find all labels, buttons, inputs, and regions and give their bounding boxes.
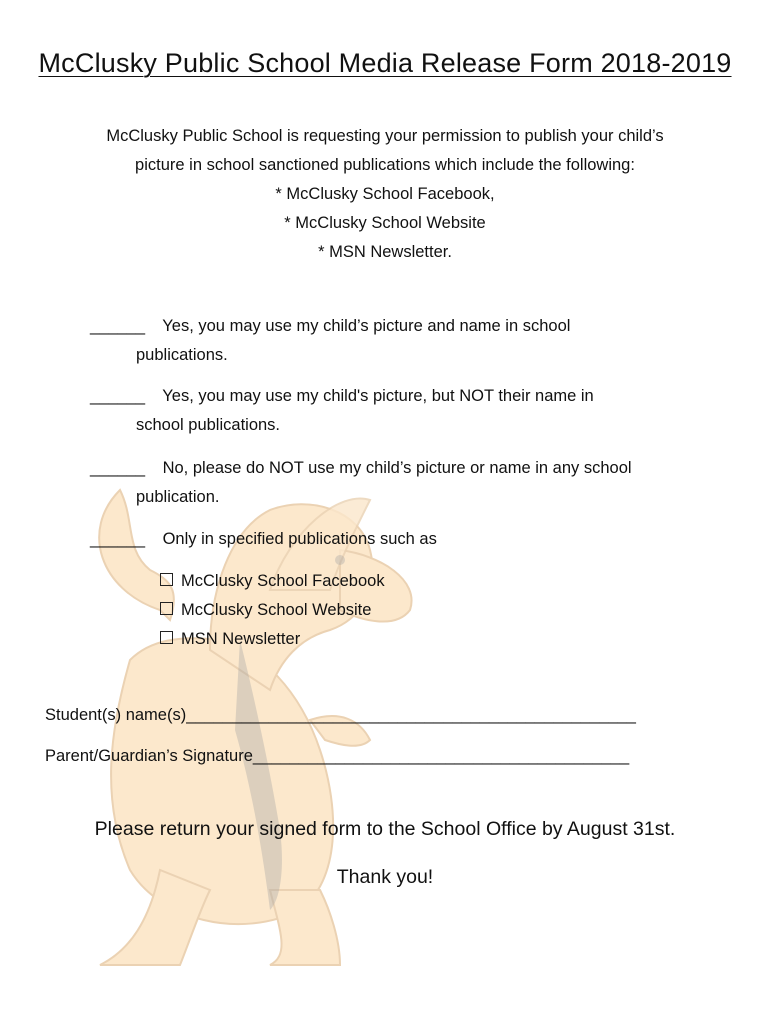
option-blank[interactable]: ______	[90, 530, 146, 548]
checkbox-website[interactable]	[160, 602, 173, 615]
option-text-continued: publication.	[136, 488, 220, 506]
option-text: Yes, you may use my child's picture, but NOT their name in	[162, 387, 594, 405]
publication-checkbox-list	[160, 567, 385, 654]
option-blank[interactable]: ______	[90, 459, 146, 477]
option-name-and-picture	[90, 312, 710, 370]
option-specified-publications	[90, 525, 710, 554]
student-name-line[interactable]: _________________________________________________	[186, 706, 636, 724]
publication-list-item-website: * McClusky School Website	[284, 214, 486, 232]
checkbox-row-newsletter	[160, 625, 385, 654]
publication-list-item-newsletter: * MSN Newsletter.	[318, 243, 452, 261]
parent-signature-field	[45, 744, 629, 768]
parent-signature-label: Parent/Guardian’s Signature	[45, 747, 253, 765]
parent-signature-line[interactable]: _________________________________________	[252, 747, 630, 765]
intro-paragraph	[40, 122, 730, 267]
option-text: No, please do NOT use my child’s picture or name in any school	[162, 459, 632, 477]
option-picture-only	[90, 382, 710, 440]
checkbox-row-website	[160, 596, 385, 625]
checkbox-label: McClusky School Facebook	[181, 572, 385, 590]
option-do-not-use	[90, 454, 710, 512]
option-text-continued: school publications.	[136, 416, 281, 434]
option-text-continued: publications.	[136, 346, 228, 364]
student-name-label: Student(s) name(s)	[45, 706, 187, 724]
option-blank[interactable]: ______	[90, 317, 146, 335]
option-blank[interactable]: ______	[90, 387, 146, 405]
option-text: Only in specified publications such as	[162, 530, 437, 548]
publication-list-item-facebook: * McClusky School Facebook,	[275, 185, 495, 203]
checkbox-row-facebook	[160, 567, 385, 596]
option-text: Yes, you may use my child’s picture and name in school	[162, 317, 571, 335]
checkbox-label: MSN Newsletter	[181, 630, 301, 648]
checkbox-label: McClusky School Website	[181, 601, 372, 619]
return-instructions: Please return your signed form to the School Office by August 31st.	[94, 818, 676, 840]
intro-line: picture in school sanctioned publications which include the following:	[135, 156, 635, 174]
thank-you-text: Thank you!	[336, 866, 434, 888]
form-title: McClusky Public School Media Release Form 2018-2019	[38, 48, 732, 78]
checkbox-newsletter[interactable]	[160, 631, 173, 644]
intro-line: McClusky Public School is requesting your permission to publish your child’s	[106, 127, 664, 145]
student-name-field	[45, 703, 636, 727]
checkbox-facebook[interactable]	[160, 573, 173, 586]
